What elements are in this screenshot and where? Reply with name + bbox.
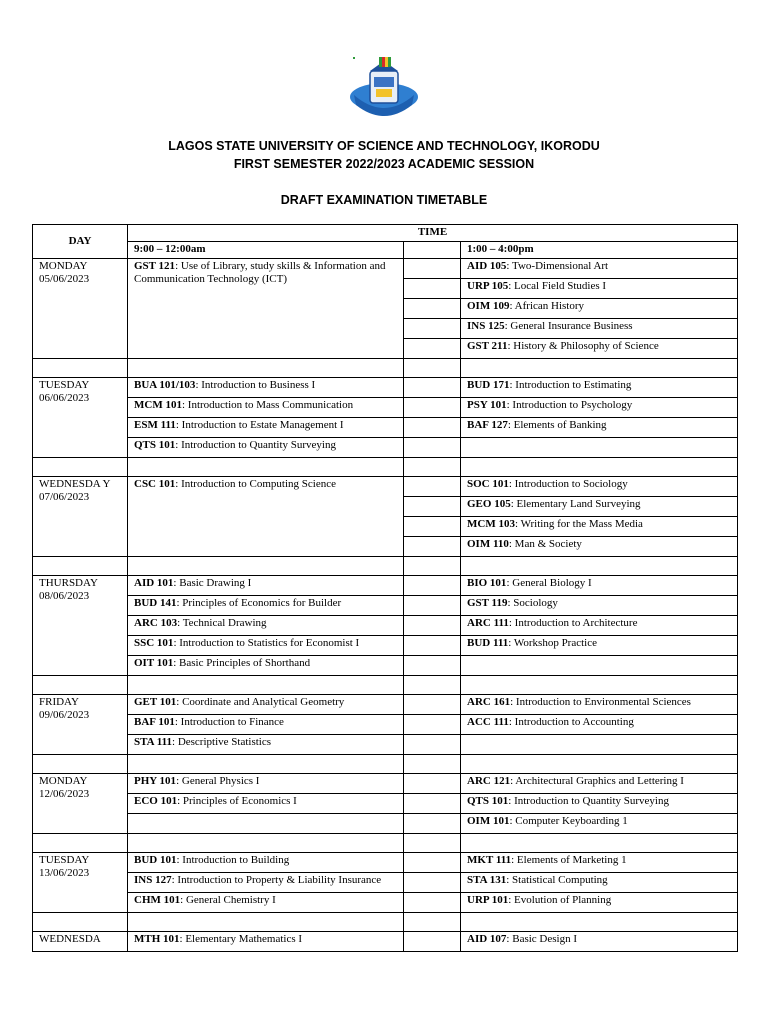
day-cell: [33, 477, 128, 557]
course-title: : Introduction to Psychology: [506, 399, 633, 411]
course-title: : Basic Drawing I: [173, 577, 252, 589]
course-title: : General Physics I: [176, 775, 260, 787]
blank-cell: [404, 279, 461, 299]
spacer-row: [33, 913, 738, 932]
course-code: AID 107: [467, 933, 507, 945]
day-cell: [33, 853, 128, 913]
document-title: DRAFT EXAMINATION TIMETABLE: [280, 193, 488, 207]
blank-cell: [404, 873, 461, 893]
course-title: : Statistical Computing: [506, 874, 608, 886]
table-row: [33, 774, 738, 794]
pm-course-cell: [461, 636, 738, 656]
course-code: BUD 141: [134, 597, 177, 609]
am-course-cell: [128, 438, 404, 458]
day-name: WEDNESDA: [39, 933, 101, 945]
blank-cell: [128, 557, 404, 576]
spacer-row: [33, 676, 738, 695]
blank-cell: [33, 834, 128, 853]
course-title: : Elementary Land Surveying: [510, 498, 641, 510]
am-course-cell: [128, 715, 404, 735]
blank-cell: [33, 755, 128, 774]
course-code: BIO 101: [467, 577, 507, 589]
table-row: [33, 378, 738, 398]
course-title: : Introduction to Business I: [195, 379, 316, 391]
blank-cell: [404, 537, 461, 557]
course-title: : Introduction to Environmental Sciences: [510, 696, 691, 708]
blank-cell: [404, 576, 461, 596]
course-title: : Introduction to Architecture: [508, 617, 638, 629]
table-row: [33, 715, 738, 735]
spacer-row: [33, 755, 738, 774]
blank-cell: [404, 794, 461, 814]
blank-cell: [461, 755, 738, 774]
table-row: [33, 893, 738, 913]
pm-course-cell: [461, 873, 738, 893]
course-code: AID 105: [467, 260, 507, 272]
course-title: : Introduction to Mass Communication: [181, 399, 354, 411]
course-code: OIT 101: [134, 657, 174, 669]
blank-cell: [404, 378, 461, 398]
blank-cell: [404, 596, 461, 616]
course-code: OIM 109: [467, 300, 510, 312]
day-date: 05/06/2023: [39, 273, 90, 285]
am-course-cell: [128, 477, 404, 557]
course-code: ARC 111: [467, 617, 509, 629]
day-name: TUESDAY: [39, 379, 90, 391]
course-title: : General Insurance Business: [504, 320, 633, 332]
blank-cell: [33, 557, 128, 576]
course-code: ECO 101: [134, 795, 178, 807]
blank-cell: [404, 695, 461, 715]
pm-course-cell: [461, 932, 738, 952]
course-title: : Descriptive Statistics: [172, 736, 271, 748]
am-course-cell: [128, 932, 404, 952]
blank-cell: [404, 438, 461, 458]
course-title: : History & Philosophy of Science: [507, 340, 659, 352]
pm-course-cell: [461, 656, 738, 676]
course-code: BAF 127: [467, 419, 508, 431]
course-title: : Evolution of Planning: [508, 894, 612, 906]
blank-cell: [128, 458, 404, 477]
session-title: FIRST SEMESTER 2022/2023 ACADEMIC SESSION: [233, 157, 535, 171]
university-logo: [346, 55, 422, 125]
course-title: : Elementary Mathematics I: [179, 933, 303, 945]
course-code: PHY 101: [134, 775, 177, 787]
day-cell: [33, 259, 128, 359]
blank-cell: [128, 913, 404, 932]
table-row: [33, 477, 738, 497]
blank-cell: [461, 458, 738, 477]
am-course-cell: [128, 259, 404, 359]
blank-cell: [404, 616, 461, 636]
pm-course-cell: [461, 715, 738, 735]
pm-course-cell: [461, 596, 738, 616]
day-cell: [33, 695, 128, 755]
course-code: GET 101: [134, 696, 177, 708]
course-code: BUD 101: [134, 854, 177, 866]
am-course-cell: [128, 794, 404, 814]
blank-cell: [128, 755, 404, 774]
course-title: : Introduction to Quantity Surveying: [508, 795, 669, 807]
course-title: : Coordinate and Analytical Geometry: [176, 696, 345, 708]
am-course-cell: [128, 378, 404, 398]
course-title: : Architectural Graphics and Lettering I: [510, 775, 684, 787]
course-title: : Computer Keyboarding 1: [509, 815, 628, 827]
pm-course-cell: [461, 398, 738, 418]
blank-cell: [404, 913, 461, 932]
course-code: BUD 111: [467, 637, 509, 649]
am-course-cell: [128, 636, 404, 656]
blank-cell: [128, 359, 404, 378]
blank-cell: [404, 755, 461, 774]
course-code: OIM 101: [467, 815, 510, 827]
blank-cell: [404, 814, 461, 834]
table-row: [33, 853, 738, 873]
blank-cell: [404, 853, 461, 873]
day-cell: [33, 576, 128, 676]
am-course-cell: [128, 656, 404, 676]
blank-cell: [404, 477, 461, 497]
blank-cell: [461, 359, 738, 378]
table-row: [33, 398, 738, 418]
pm-course-cell: [461, 418, 738, 438]
course-code: URP 105: [467, 280, 509, 292]
spacer-row: [33, 359, 738, 378]
blank-cell: [33, 676, 128, 695]
course-code: MCM 103: [467, 518, 515, 530]
course-code: CHM 101: [134, 894, 181, 906]
course-title: : Elements of Banking: [507, 419, 607, 431]
day-cell: [33, 932, 128, 952]
course-title: : Introduction to Building: [176, 854, 290, 866]
timetable-body: [33, 259, 738, 952]
course-code: GST 211: [467, 340, 508, 352]
course-code: MKT 111: [467, 854, 512, 866]
blank-cell: [404, 319, 461, 339]
course-title: : Principles of Economics for Builder: [176, 597, 342, 609]
course-code: INS 125: [467, 320, 505, 332]
am-course-cell: [128, 695, 404, 715]
am-course-cell: [128, 576, 404, 596]
blank-cell: [404, 636, 461, 656]
pm-course-cell: [461, 438, 738, 458]
blank-cell: [461, 834, 738, 853]
course-code: URP 101: [467, 894, 509, 906]
pm-course-cell: [461, 259, 738, 279]
spacer-row: [33, 557, 738, 576]
course-code: BAF 101: [134, 716, 175, 728]
course-title: : Man & Society: [508, 538, 582, 550]
blank-cell: [128, 676, 404, 695]
day-cell: [33, 774, 128, 834]
day-date: 12/06/2023: [39, 788, 90, 800]
course-code: PSY 101: [467, 399, 507, 411]
course-code: MCM 101: [134, 399, 182, 411]
course-title: : Use of Library, study skills & Information and Communication Technology (ICT): [134, 260, 386, 285]
afternoon-slot-header: 1:00 – 4:00pm: [461, 242, 738, 259]
morning-slot-header: 9:00 – 12:00am: [128, 242, 404, 259]
blank-cell: [404, 656, 461, 676]
pm-course-cell: [461, 279, 738, 299]
am-course-cell: [128, 814, 404, 834]
am-course-cell: [128, 853, 404, 873]
day-date: 08/06/2023: [39, 590, 90, 602]
pm-course-cell: [461, 735, 738, 755]
course-code: SOC 101: [467, 478, 509, 490]
blank-cell: [404, 299, 461, 319]
blank-cell: [404, 398, 461, 418]
pm-course-cell: [461, 319, 738, 339]
table-row: [33, 932, 738, 952]
blank-cell: [404, 834, 461, 853]
table-row: [33, 695, 738, 715]
am-course-cell: [128, 398, 404, 418]
day-name: WEDNESDA Y: [39, 478, 111, 490]
course-code: SSC 101: [134, 637, 174, 649]
day-name: MONDAY: [39, 260, 88, 272]
table-row: [33, 418, 738, 438]
course-code: BUA 101/103: [134, 379, 196, 391]
blank-cell: [404, 418, 461, 438]
table-row: [33, 794, 738, 814]
day-column-header: DAY: [33, 225, 128, 259]
course-title: : Introduction to Accounting: [508, 716, 634, 728]
course-code: QTS 101: [134, 439, 176, 451]
pm-course-cell: [461, 378, 738, 398]
course-title: : Workshop Practice: [508, 637, 597, 649]
day-date: 09/06/2023: [39, 709, 90, 721]
day-name: TUESDAY: [39, 854, 90, 866]
day-name: FRIDAY: [39, 696, 79, 708]
course-title: : Introduction to Finance: [174, 716, 284, 728]
day-date: 06/06/2023: [39, 392, 90, 404]
am-course-cell: [128, 735, 404, 755]
blank-cell: [33, 913, 128, 932]
course-title: : Introduction to Statistics for Economist I: [173, 637, 360, 649]
pm-course-cell: [461, 814, 738, 834]
course-code: ARC 103: [134, 617, 178, 629]
blank-cell: [404, 735, 461, 755]
pm-course-cell: [461, 853, 738, 873]
spacer-row: [33, 834, 738, 853]
table-row: [33, 616, 738, 636]
pm-course-cell: [461, 616, 738, 636]
blank-cell: [404, 932, 461, 952]
table-row: [33, 259, 738, 279]
spacer-row: [33, 458, 738, 477]
blank-cell: [33, 359, 128, 378]
blank-cell: [404, 774, 461, 794]
course-code: ARC 161: [467, 696, 511, 708]
blank-cell: [33, 458, 128, 477]
table-row: [33, 596, 738, 616]
course-title: : Introduction to Estate Management I: [175, 419, 344, 431]
table-row: [33, 735, 738, 755]
blank-cell: [404, 497, 461, 517]
course-title: : Technical Drawing: [177, 617, 267, 629]
course-title: : African History: [509, 300, 585, 312]
course-title: : Elements of Marketing 1: [511, 854, 627, 866]
pm-course-cell: [461, 517, 738, 537]
course-code: AID 101: [134, 577, 174, 589]
course-title: : General Biology I: [506, 577, 592, 589]
course-title: : Writing for the Mass Media: [514, 518, 643, 530]
blank-cell: [461, 676, 738, 695]
blank-cell: [128, 834, 404, 853]
course-title: : Introduction to Estimating: [509, 379, 632, 391]
blank-cell: [461, 557, 738, 576]
pm-course-cell: [461, 497, 738, 517]
table-row: [33, 438, 738, 458]
course-title: : General Chemistry I: [180, 894, 276, 906]
am-course-cell: [128, 596, 404, 616]
course-title: : Basic Principles of Shorthand: [173, 657, 311, 669]
day-name: THURSDAY: [39, 577, 98, 589]
am-course-cell: [128, 893, 404, 913]
blank-cell: [404, 242, 461, 259]
course-title: : Local Field Studies I: [508, 280, 607, 292]
pm-course-cell: [461, 299, 738, 319]
pm-course-cell: [461, 794, 738, 814]
day-name: MONDAY: [39, 775, 88, 787]
pm-course-cell: [461, 339, 738, 359]
course-code: ARC 121: [467, 775, 511, 787]
course-code: GEO 105: [467, 498, 511, 510]
blank-cell: [404, 893, 461, 913]
course-code: QTS 101: [467, 795, 509, 807]
blank-cell: [404, 339, 461, 359]
blank-cell: [404, 359, 461, 378]
pm-course-cell: [461, 576, 738, 596]
day-date: 07/06/2023: [39, 491, 90, 503]
table-row: [33, 656, 738, 676]
pm-course-cell: [461, 477, 738, 497]
am-course-cell: [128, 616, 404, 636]
blank-cell: [404, 715, 461, 735]
course-title: : Introduction to Property & Liability Insurance: [171, 874, 382, 886]
course-title: : Introduction to Quantity Surveying: [175, 439, 336, 451]
course-code: MTH 101: [134, 933, 180, 945]
course-code: STA 111: [134, 736, 173, 748]
blank-cell: [404, 259, 461, 279]
blank-cell: [404, 557, 461, 576]
course-code: GST 119: [467, 597, 508, 609]
blank-cell: [461, 913, 738, 932]
pm-course-cell: [461, 774, 738, 794]
course-code: ESM 111: [134, 419, 176, 431]
table-row: [33, 814, 738, 834]
am-course-cell: [128, 774, 404, 794]
course-title: : Basic Design I: [506, 933, 577, 945]
pm-course-cell: [461, 893, 738, 913]
blank-cell: [404, 517, 461, 537]
course-code: ACC 111: [467, 716, 509, 728]
course-code: STA 131: [467, 874, 507, 886]
day-date: 13/06/2023: [39, 867, 90, 879]
course-code: OIM 110: [467, 538, 509, 550]
am-course-cell: [128, 418, 404, 438]
pm-course-cell: [461, 695, 738, 715]
course-title: : Introduction to Sociology: [508, 478, 628, 490]
course-code: GST 121: [134, 260, 176, 272]
exam-timetable: [32, 224, 738, 952]
blank-cell: [404, 458, 461, 477]
course-code: BUD 171: [467, 379, 510, 391]
table-row: [33, 576, 738, 596]
course-title: : Principles of Economics I: [177, 795, 297, 807]
blank-cell: [404, 676, 461, 695]
pm-course-cell: [461, 537, 738, 557]
day-cell: [33, 378, 128, 458]
course-title: : Two-Dimensional Art: [506, 260, 609, 272]
course-title: : Introduction to Computing Science: [175, 478, 336, 490]
course-code: INS 127: [134, 874, 172, 886]
table-row: [33, 636, 738, 656]
course-title: : Sociology: [507, 597, 558, 609]
course-code: CSC 101: [134, 478, 176, 490]
time-column-header: TIME: [128, 225, 738, 242]
university-name: LAGOS STATE UNIVERSITY OF SCIENCE AND TECHNOLOGY, IKORODU: [168, 139, 600, 153]
table-row: [33, 873, 738, 893]
am-course-cell: [128, 873, 404, 893]
